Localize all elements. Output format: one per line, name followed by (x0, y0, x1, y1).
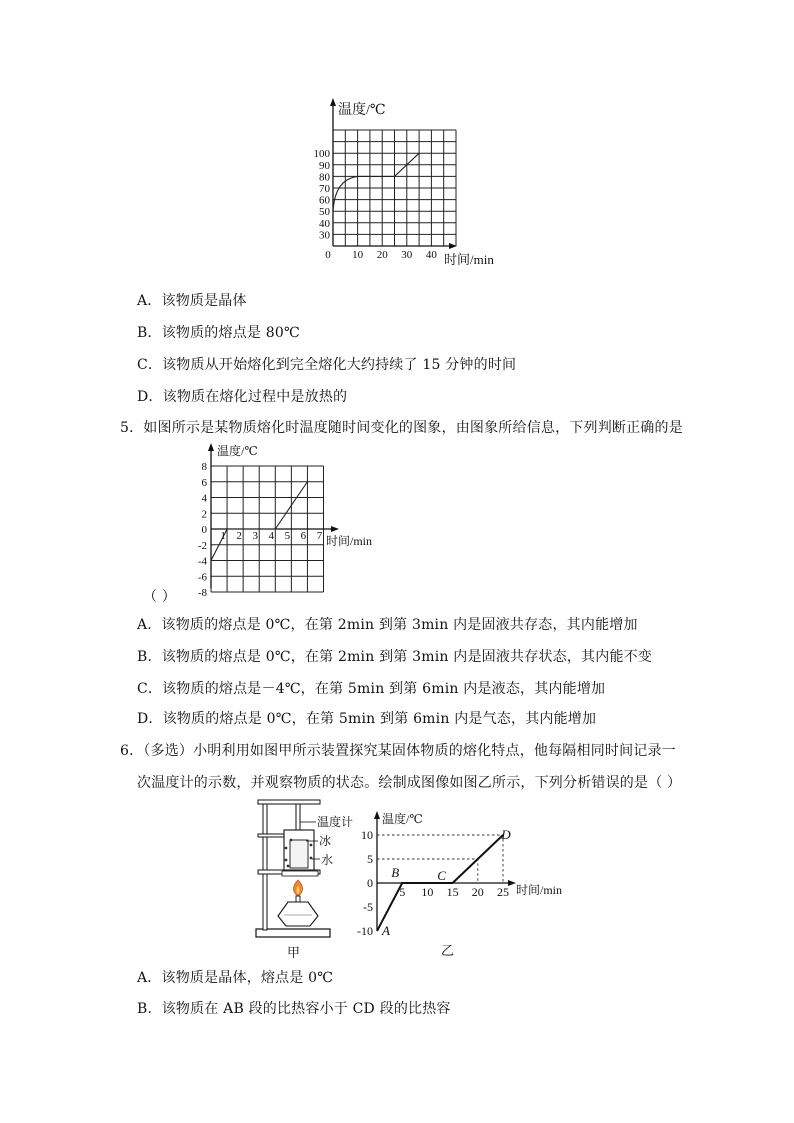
q5-option-d: D．该物质的熔点是 0℃，在第 5min 到第 6min 内是气态，其内能增加 (137, 711, 597, 727)
q4-option-c: C．该物质从开始熔化到完全熔化大约持续了 15 分钟的时间 (137, 357, 517, 373)
y-tick-label: 70 (319, 183, 330, 195)
label-water: 水 (321, 853, 334, 867)
y-tick-label: 90 (319, 159, 330, 172)
q5-option-b: B．该物质的熔点是 0℃，在第 2min 到第 3min 内是固液共存状态，其内能不变 (137, 649, 653, 665)
y-tick-label: 4 (201, 492, 207, 505)
y-tick-label: 2 (201, 508, 207, 521)
x-axis-arrow-icon (508, 880, 516, 886)
x-tick-label: 2 (236, 530, 242, 542)
q5-stem: 5．如图所示是某物质熔化时温度随时间变化的图象，由图象所给信息，下列判断正确的是 (120, 420, 683, 436)
x-tick-label: 40 (425, 249, 437, 261)
caption-yi: 乙 (441, 943, 455, 958)
q6-stem-line2: 次温度计的示数，并观察物质的状态。绘制成图像如图乙所示，下列分析错误的是（ ） (137, 775, 682, 791)
q6-stem-line1: 6．（多选）小明利用如图甲所示装置探究某固体物质的熔化特点，他每隔相同时间记录一 (120, 743, 676, 759)
x-tick-label: 5 (284, 530, 291, 542)
q5-option-a: A．该物质的熔点是 0℃，在第 2min 到第 3min 内是固液共存态，其内能增加 (137, 617, 638, 633)
point-label: D (501, 827, 511, 842)
point-label: B (391, 865, 400, 880)
y-tick-label: -6 (197, 571, 207, 584)
y-tick-label: 60 (319, 194, 330, 207)
x-tick-label: 10 (421, 885, 434, 899)
q4-option-a: A．该物质是晶体 (137, 293, 247, 309)
label-thermometer: 温度计 (317, 815, 354, 829)
y-tick-label: 0 (367, 876, 373, 890)
y-tick-label: 50 (319, 206, 330, 219)
label-ice: 冰 (319, 834, 332, 848)
q5-option-c: C．该物质的熔点是－4℃，在第 5min 到第 6min 内是液态，其内能增加 (137, 681, 606, 697)
x-tick-label: 15 (446, 885, 459, 899)
y-tick-label: 80 (319, 171, 330, 184)
y-axis-label: 温度/℃ (217, 444, 258, 458)
y-tick-label: 30 (319, 229, 330, 242)
x-tick-label: 4 (268, 530, 275, 542)
caption-jia: 甲 (287, 945, 301, 960)
point-label: A (382, 923, 390, 938)
y-axis-label: 温度/℃ (382, 812, 423, 826)
x-tick-label: 20 (376, 249, 388, 261)
x-tick-label: 7 (316, 530, 323, 542)
x-tick-label: 0 (325, 249, 331, 261)
x-axis-label: 时间/min (444, 252, 494, 267)
x-tick-label: 20 (471, 885, 484, 899)
y-axis-arrow-icon (374, 811, 380, 819)
y-tick-label: -5 (363, 900, 373, 914)
x-axis-label: 时间/min (516, 883, 563, 897)
x-tick-label: 5 (399, 885, 406, 899)
x-tick-label: 1 (220, 530, 226, 542)
y-tick-label: -2 (197, 539, 207, 552)
y-tick-label: 40 (319, 217, 330, 230)
point-label: C (437, 868, 446, 883)
y-tick-label: 10 (361, 828, 373, 842)
y-tick-label: 6 (201, 476, 207, 489)
y-tick-label: 5 (367, 852, 373, 866)
y-tick-label: -4 (197, 555, 207, 568)
x-tick-label: 25 (497, 885, 509, 899)
q4-option-b: B．该物质的熔点是 80℃ (137, 325, 300, 341)
y-tick-label: 8 (201, 461, 207, 473)
x-tick-label: 3 (252, 530, 258, 542)
y-axis-label: 温度/℃ (338, 103, 386, 118)
x-tick-label: 10 (352, 249, 364, 261)
q6-option-b: B．该物质在 AB 段的比热容小于 CD 段的比热容 (137, 1001, 451, 1017)
x-axis-label: 时间/min (326, 534, 373, 548)
y-tick-label: -10 (357, 924, 373, 938)
x-tick-label: 6 (300, 530, 307, 542)
q5-answer-paren: （ ） (143, 589, 177, 605)
y-tick-label: 100 (313, 148, 330, 161)
y-tick-label: 0 (201, 524, 207, 536)
y-tick-label: -8 (197, 587, 207, 599)
q6-option-a: A．该物质是晶体，熔点是 0℃ (137, 970, 334, 986)
q4-option-d: D．该物质在熔化过程中是放热的 (137, 389, 348, 405)
x-tick-label: 30 (401, 249, 413, 261)
